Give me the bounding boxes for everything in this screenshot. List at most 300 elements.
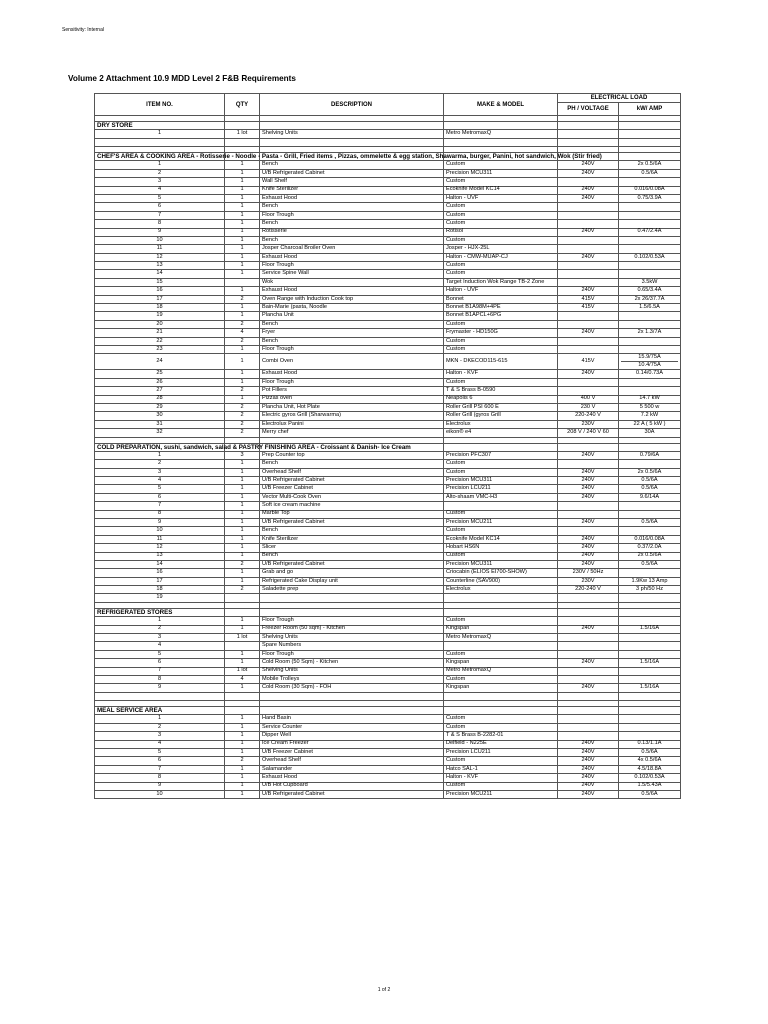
item-no-cell: 2 (95, 460, 225, 468)
make-model-cell: Custom (444, 262, 558, 270)
item-no-cell: 5 (95, 485, 225, 493)
load-cell (619, 715, 681, 723)
load-cell: 1.5/5.43A (619, 782, 681, 790)
description-cell: Salamander (260, 765, 444, 773)
make-model-cell: Electrolux (444, 586, 558, 594)
load-cell: 9.6/14A (619, 493, 681, 501)
qty-cell: 1 (225, 732, 260, 740)
qty-cell: 1 (225, 502, 260, 510)
item-no-cell: 10 (95, 236, 225, 244)
header-electrical-load: ELECTRICAL LOAD (558, 94, 681, 103)
load-cell: 0.65/3.4A (619, 287, 681, 295)
load-cell (619, 203, 681, 211)
description-cell: Bench (260, 161, 444, 169)
voltage-cell: 240V (558, 518, 619, 526)
section-header-row (95, 153, 681, 161)
table-row (95, 245, 681, 253)
qty-cell: 2 (225, 387, 260, 395)
voltage-cell (558, 460, 619, 468)
item-no-cell: 14 (95, 270, 225, 278)
voltage-cell: 240V (558, 544, 619, 552)
qty-cell: 1 (225, 740, 260, 748)
load-cell: 3 ph/50 Hz (619, 586, 681, 594)
description-cell: Wall Shelf (260, 178, 444, 186)
load-cell: 1.5/6.5A (619, 304, 681, 312)
qty-cell: 1 (225, 617, 260, 625)
header-make-model: MAKE & MODEL (444, 94, 558, 116)
make-model-cell: Neapolis 6 (444, 395, 558, 403)
qty-cell: 1 (225, 748, 260, 756)
qty-cell (225, 642, 260, 650)
make-model-cell: Halton - CMW-MUAP-CJ (444, 253, 558, 261)
description-cell: Saladette prep (260, 586, 444, 594)
item-no-cell: 2 (95, 625, 225, 633)
qty-cell: 1 (225, 723, 260, 731)
load-cell (619, 245, 681, 253)
qty-cell: 1 (225, 262, 260, 270)
table-row (95, 429, 681, 437)
qty-cell: 1 (225, 287, 260, 295)
qty-cell (225, 692, 260, 700)
table-row (95, 304, 681, 312)
description-cell: Bench (260, 236, 444, 244)
description-cell: Overhead Shelf (260, 757, 444, 765)
qty-cell: 1 (225, 765, 260, 773)
table-row (95, 270, 681, 278)
voltage-cell: 240V (558, 161, 619, 169)
load-cell (619, 650, 681, 658)
make-model-cell: Roller Grill PSI 600 E (444, 403, 558, 411)
load-cell (619, 617, 681, 625)
description-cell: Mobile Trolleys (260, 675, 444, 683)
voltage-cell: 240V (558, 748, 619, 756)
load-cell: 0.5/6A (619, 748, 681, 756)
voltage-cell (558, 387, 619, 395)
voltage-cell: 240V (558, 782, 619, 790)
description-cell: Cold Room (50 Sqm) - Kitchen (260, 659, 444, 667)
item-no-cell: 18 (95, 586, 225, 594)
table-row (95, 412, 681, 420)
voltage-cell (558, 732, 619, 740)
table-row (95, 451, 681, 459)
make-model-cell: Metro MetromaxQ (444, 667, 558, 675)
qty-cell: 2 (225, 757, 260, 765)
make-model-cell: Custom (444, 270, 558, 278)
description-cell: Vector Multi-Cook Oven (260, 493, 444, 501)
qty-cell: 1 (225, 493, 260, 501)
description-cell: U/B Refrigerated Cabinet (260, 790, 444, 798)
item-no-cell: 20 (95, 320, 225, 328)
load-cell (619, 387, 681, 395)
table-row (95, 253, 681, 261)
section-title: REFRIGERATED STORES (95, 608, 225, 616)
load-cell: 30A (619, 429, 681, 437)
description-cell: Bench (260, 552, 444, 560)
table-body (95, 116, 681, 799)
load-cell: 2x 0.5/6A (619, 552, 681, 560)
voltage-cell: 400 V (558, 395, 619, 403)
table-row (95, 203, 681, 211)
table-row (95, 586, 681, 594)
load-cell (619, 312, 681, 320)
make-model-cell: Custom (444, 510, 558, 518)
voltage-cell: 240V (558, 485, 619, 493)
sensitivity-label: Sensitivity: Internal (62, 27, 104, 33)
description-cell: Knife Sterilizer (260, 186, 444, 194)
voltage-cell: 240V (558, 451, 619, 459)
make-model-cell: eikon® e4 (444, 429, 558, 437)
description-cell: Plancha Unit (260, 312, 444, 320)
description-cell: Exhaust Hood (260, 253, 444, 261)
load-cell (619, 262, 681, 270)
load-cell (619, 569, 681, 577)
qty-cell (225, 138, 260, 146)
load-cell: 1.5/16A (619, 684, 681, 692)
table-row (95, 329, 681, 337)
table-row (95, 692, 681, 700)
item-no-cell: 12 (95, 253, 225, 261)
make-model-cell: Precision MCU311 (444, 560, 558, 568)
make-model-cell: Custom (444, 757, 558, 765)
item-no-cell: 9 (95, 684, 225, 692)
load-cell (619, 220, 681, 228)
section-title: DRY STORE (95, 122, 225, 130)
item-no-cell: 15 (95, 278, 225, 286)
make-model-cell: Hatco SAL-1 (444, 765, 558, 773)
voltage-cell (558, 211, 619, 219)
description-cell: Grab and go (260, 569, 444, 577)
load-cell: 0.5/6A (619, 485, 681, 493)
description-cell: Exhaust Hood (260, 287, 444, 295)
table-row (95, 552, 681, 560)
load-cell (619, 354, 681, 370)
load-cell: 0.13/1.1A (619, 740, 681, 748)
table-row (95, 178, 681, 186)
description-cell: Bench (260, 527, 444, 535)
table-row (95, 337, 681, 345)
load-cell: 2x 26/37.7A (619, 295, 681, 303)
qty-cell: 2 (225, 429, 260, 437)
table-row (95, 633, 681, 641)
description-cell: Bench (260, 320, 444, 328)
item-no-cell: 7 (95, 667, 225, 675)
item-no-cell: 4 (95, 186, 225, 194)
qty-cell: 3 (225, 451, 260, 459)
item-no-cell: 6 (95, 659, 225, 667)
make-model-cell (444, 502, 558, 510)
description-cell: Cold Room (30 Sqm) - FOH (260, 684, 444, 692)
table-row (95, 569, 681, 577)
make-model-cell: Custom (444, 178, 558, 186)
qty-cell: 1 lot (225, 633, 260, 641)
qty-cell: 1 (225, 220, 260, 228)
voltage-cell: 220-240 V (558, 412, 619, 420)
qty-cell: 1 (225, 527, 260, 535)
table-row (95, 560, 681, 568)
item-no-cell: 9 (95, 518, 225, 526)
item-no-cell: 3 (95, 178, 225, 186)
item-no-cell: 8 (95, 774, 225, 782)
table-row (95, 287, 681, 295)
header-ph-voltage: PH / VOLTAGE (558, 103, 619, 116)
load-cell: 2x 0.5/6A (619, 468, 681, 476)
table-row (95, 684, 681, 692)
qty-cell: 1 (225, 535, 260, 543)
load-cell (619, 178, 681, 186)
make-model-cell: Custom (444, 236, 558, 244)
voltage-cell: 415V (558, 354, 619, 370)
load-cell (619, 346, 681, 354)
item-no-cell: 8 (95, 510, 225, 518)
table-row (95, 312, 681, 320)
voltage-cell: 240V (558, 535, 619, 543)
qty-cell: 2 (225, 320, 260, 328)
make-model-cell: Josper - HJX-25L (444, 245, 558, 253)
item-no-cell: 6 (95, 757, 225, 765)
load-cell (619, 236, 681, 244)
item-no-cell: 1 (95, 451, 225, 459)
load-cell: 14.7 kW (619, 395, 681, 403)
make-model-cell: Criocabin (ELIOS EI700-SHOW) (444, 569, 558, 577)
voltage-cell (558, 510, 619, 518)
item-no-cell: 19 (95, 312, 225, 320)
voltage-cell: 230V / 50Hz (558, 569, 619, 577)
make-model-cell: Custom (444, 650, 558, 658)
description-cell: Oven Range with Induction Cook top (260, 295, 444, 303)
section-header-row (95, 122, 681, 130)
description-cell: Spare Numbers (260, 642, 444, 650)
voltage-cell: 240V (558, 228, 619, 236)
description-cell: Electrolux Panini (260, 420, 444, 428)
make-model-cell (444, 692, 558, 700)
voltage-cell (558, 633, 619, 641)
section-title: MEAL SERVICE AREA (95, 707, 225, 715)
item-no-cell: 9 (95, 228, 225, 236)
qty-cell: 1 (225, 312, 260, 320)
description-cell: Slicer (260, 544, 444, 552)
make-model-cell: Custom (444, 220, 558, 228)
voltage-cell: 240V (558, 468, 619, 476)
table-row (95, 757, 681, 765)
qty-cell: 1 (225, 460, 260, 468)
table-row (95, 387, 681, 395)
qty-cell: 1 (225, 169, 260, 177)
description-cell: Ice Cream Freezer (260, 740, 444, 748)
table-row (95, 723, 681, 731)
voltage-cell (558, 692, 619, 700)
description-cell: Floor Trough (260, 346, 444, 354)
description-cell: Fryer (260, 329, 444, 337)
table-row (95, 138, 681, 146)
item-no-cell: 16 (95, 569, 225, 577)
voltage-cell: 230V (558, 577, 619, 585)
qty-cell (225, 594, 260, 602)
voltage-cell: 415V (558, 295, 619, 303)
make-model-cell: Custom (444, 211, 558, 219)
load-cell (619, 211, 681, 219)
item-no-cell: 14 (95, 560, 225, 568)
table-row (95, 194, 681, 202)
make-model-cell (444, 138, 558, 146)
make-model-cell: Bonnet B1APCL+6PG (444, 312, 558, 320)
table-row (95, 732, 681, 740)
load-cell: 0.5/6A (619, 560, 681, 568)
load-cell: 4x 0.5/6A (619, 757, 681, 765)
description-cell: Wok (260, 278, 444, 286)
section-header-row (95, 443, 681, 451)
load-cell (619, 594, 681, 602)
qty-cell: 1 (225, 468, 260, 476)
item-no-cell (95, 692, 225, 700)
make-model-cell: Custom (444, 337, 558, 345)
load-cell (619, 320, 681, 328)
load-cell: 0.102/0.53A (619, 774, 681, 782)
voltage-cell: 240V (558, 625, 619, 633)
item-no-cell: 16 (95, 287, 225, 295)
item-no-cell: 13 (95, 552, 225, 560)
load-cell (619, 130, 681, 138)
make-model-cell: Custom (444, 460, 558, 468)
voltage-cell (558, 278, 619, 286)
item-no-cell: 11 (95, 245, 225, 253)
description-cell: Josper Charcoal Broiler Oven (260, 245, 444, 253)
table-row (95, 675, 681, 683)
load-value-top: 15.9/75A (621, 354, 678, 362)
load-cell (619, 527, 681, 535)
load-cell: 1.5/16A (619, 659, 681, 667)
qty-cell: 1 (225, 569, 260, 577)
item-no-cell: 7 (95, 502, 225, 510)
voltage-cell: 240V (558, 493, 619, 501)
item-no-cell: 3 (95, 468, 225, 476)
table-row (95, 650, 681, 658)
qty-cell: 1 (225, 625, 260, 633)
item-no-cell: 18 (95, 304, 225, 312)
make-model-cell: Precision MCU311 (444, 169, 558, 177)
item-no-cell (95, 138, 225, 146)
description-cell: Bench (260, 337, 444, 345)
make-model-cell: Custom (444, 161, 558, 169)
qty-cell: 1 (225, 211, 260, 219)
qty-cell: 1 (225, 236, 260, 244)
make-model-cell: Bonnet B1A98M+4PE (444, 304, 558, 312)
qty-cell: 1 (225, 186, 260, 194)
page-number: 1 of 2 (377, 987, 391, 993)
table-row (95, 493, 681, 501)
description-cell: Rotisserie (260, 228, 444, 236)
qty-cell: 1 lot (225, 130, 260, 138)
make-model-cell: Precision MCU211 (444, 518, 558, 526)
table-row (95, 320, 681, 328)
qty-cell: 1 (225, 304, 260, 312)
make-model-cell: Alto-shaam VMC-H3 (444, 493, 558, 501)
voltage-cell: 240V (558, 659, 619, 667)
voltage-cell: 240V (558, 194, 619, 202)
table-row (95, 625, 681, 633)
make-model-cell: Frymaster - HD150G (444, 329, 558, 337)
make-model-cell: Halton - UVF (444, 287, 558, 295)
voltage-cell: 415V (558, 304, 619, 312)
voltage-cell: 230 V (558, 403, 619, 411)
description-cell: Merry chef (260, 429, 444, 437)
description-cell: Refrigerated Cake Display unit (260, 577, 444, 585)
load-cell: 5 500 w (619, 403, 681, 411)
item-no-cell: 7 (95, 211, 225, 219)
table-row (95, 161, 681, 169)
qty-cell: 1 (225, 477, 260, 485)
description-cell: Floor Trough (260, 211, 444, 219)
description-cell: Pot Fillers (260, 387, 444, 395)
description-cell: Exhaust Hood (260, 194, 444, 202)
make-model-cell: Delfield - N225E (444, 740, 558, 748)
load-cell: 2x 0.5/6A (619, 161, 681, 169)
item-no-cell: 21 (95, 329, 225, 337)
load-cell: 1.5/16A (619, 625, 681, 633)
section-title: CHEF'S AREA & COOKING AREA - Rotisserie - Noodle - Pasta - Grill, Fried items , Pizzas, ommelette & egg station, Shawarma, burger, Panini, hot sandwich, Wok (Stir fried) (95, 153, 225, 161)
qty-cell: 1 (225, 378, 260, 386)
voltage-cell: 240V (558, 684, 619, 692)
description-cell: Bain-Marie (pasta, Noodle (260, 304, 444, 312)
voltage-cell (558, 178, 619, 186)
load-cell: 0.79/6A (619, 451, 681, 459)
make-model-cell: Custom (444, 203, 558, 211)
load-cell (619, 502, 681, 510)
make-model-cell: Custom (444, 715, 558, 723)
load-cell: 0.37/2.0A (619, 544, 681, 552)
description-cell: Combi Oven (260, 354, 444, 370)
voltage-cell (558, 650, 619, 658)
qty-cell: 1 (225, 161, 260, 169)
table-row (95, 577, 681, 585)
table-row (95, 765, 681, 773)
table-row (95, 518, 681, 526)
qty-cell: 1 (225, 253, 260, 261)
load-cell (619, 270, 681, 278)
voltage-cell (558, 130, 619, 138)
description-cell: U/B Refrigerated Cabinet (260, 518, 444, 526)
description-cell: U/B Refrigerated Cabinet (260, 560, 444, 568)
voltage-cell (558, 220, 619, 228)
voltage-cell (558, 312, 619, 320)
voltage-cell: 240V (558, 287, 619, 295)
item-no-cell: 24 (95, 354, 225, 370)
qty-cell: 1 (225, 544, 260, 552)
voltage-cell (558, 320, 619, 328)
make-model-cell: Custom (444, 617, 558, 625)
description-cell: Shelving Units (260, 130, 444, 138)
table-row (95, 642, 681, 650)
table-row (95, 544, 681, 552)
make-model-cell: Hobart HS6N (444, 544, 558, 552)
table-row (95, 395, 681, 403)
item-no-cell: 17 (95, 577, 225, 585)
make-model-cell: T & S Brass B-2282-01 (444, 732, 558, 740)
item-no-cell: 2 (95, 723, 225, 731)
load-cell (619, 510, 681, 518)
load-cell (619, 732, 681, 740)
make-model-cell: Custom (444, 782, 558, 790)
load-cell: 0.5/6A (619, 790, 681, 798)
make-model-cell: MKN - DKECOD115-615 (444, 354, 558, 370)
item-no-cell: 32 (95, 429, 225, 437)
item-no-cell: 17 (95, 295, 225, 303)
qty-cell (225, 278, 260, 286)
voltage-cell: 240V (558, 477, 619, 485)
qty-cell: 1 (225, 228, 260, 236)
description-cell: U/B Freezer Cabinet (260, 748, 444, 756)
voltage-cell: 240V (558, 757, 619, 765)
qty-cell: 1 (225, 194, 260, 202)
